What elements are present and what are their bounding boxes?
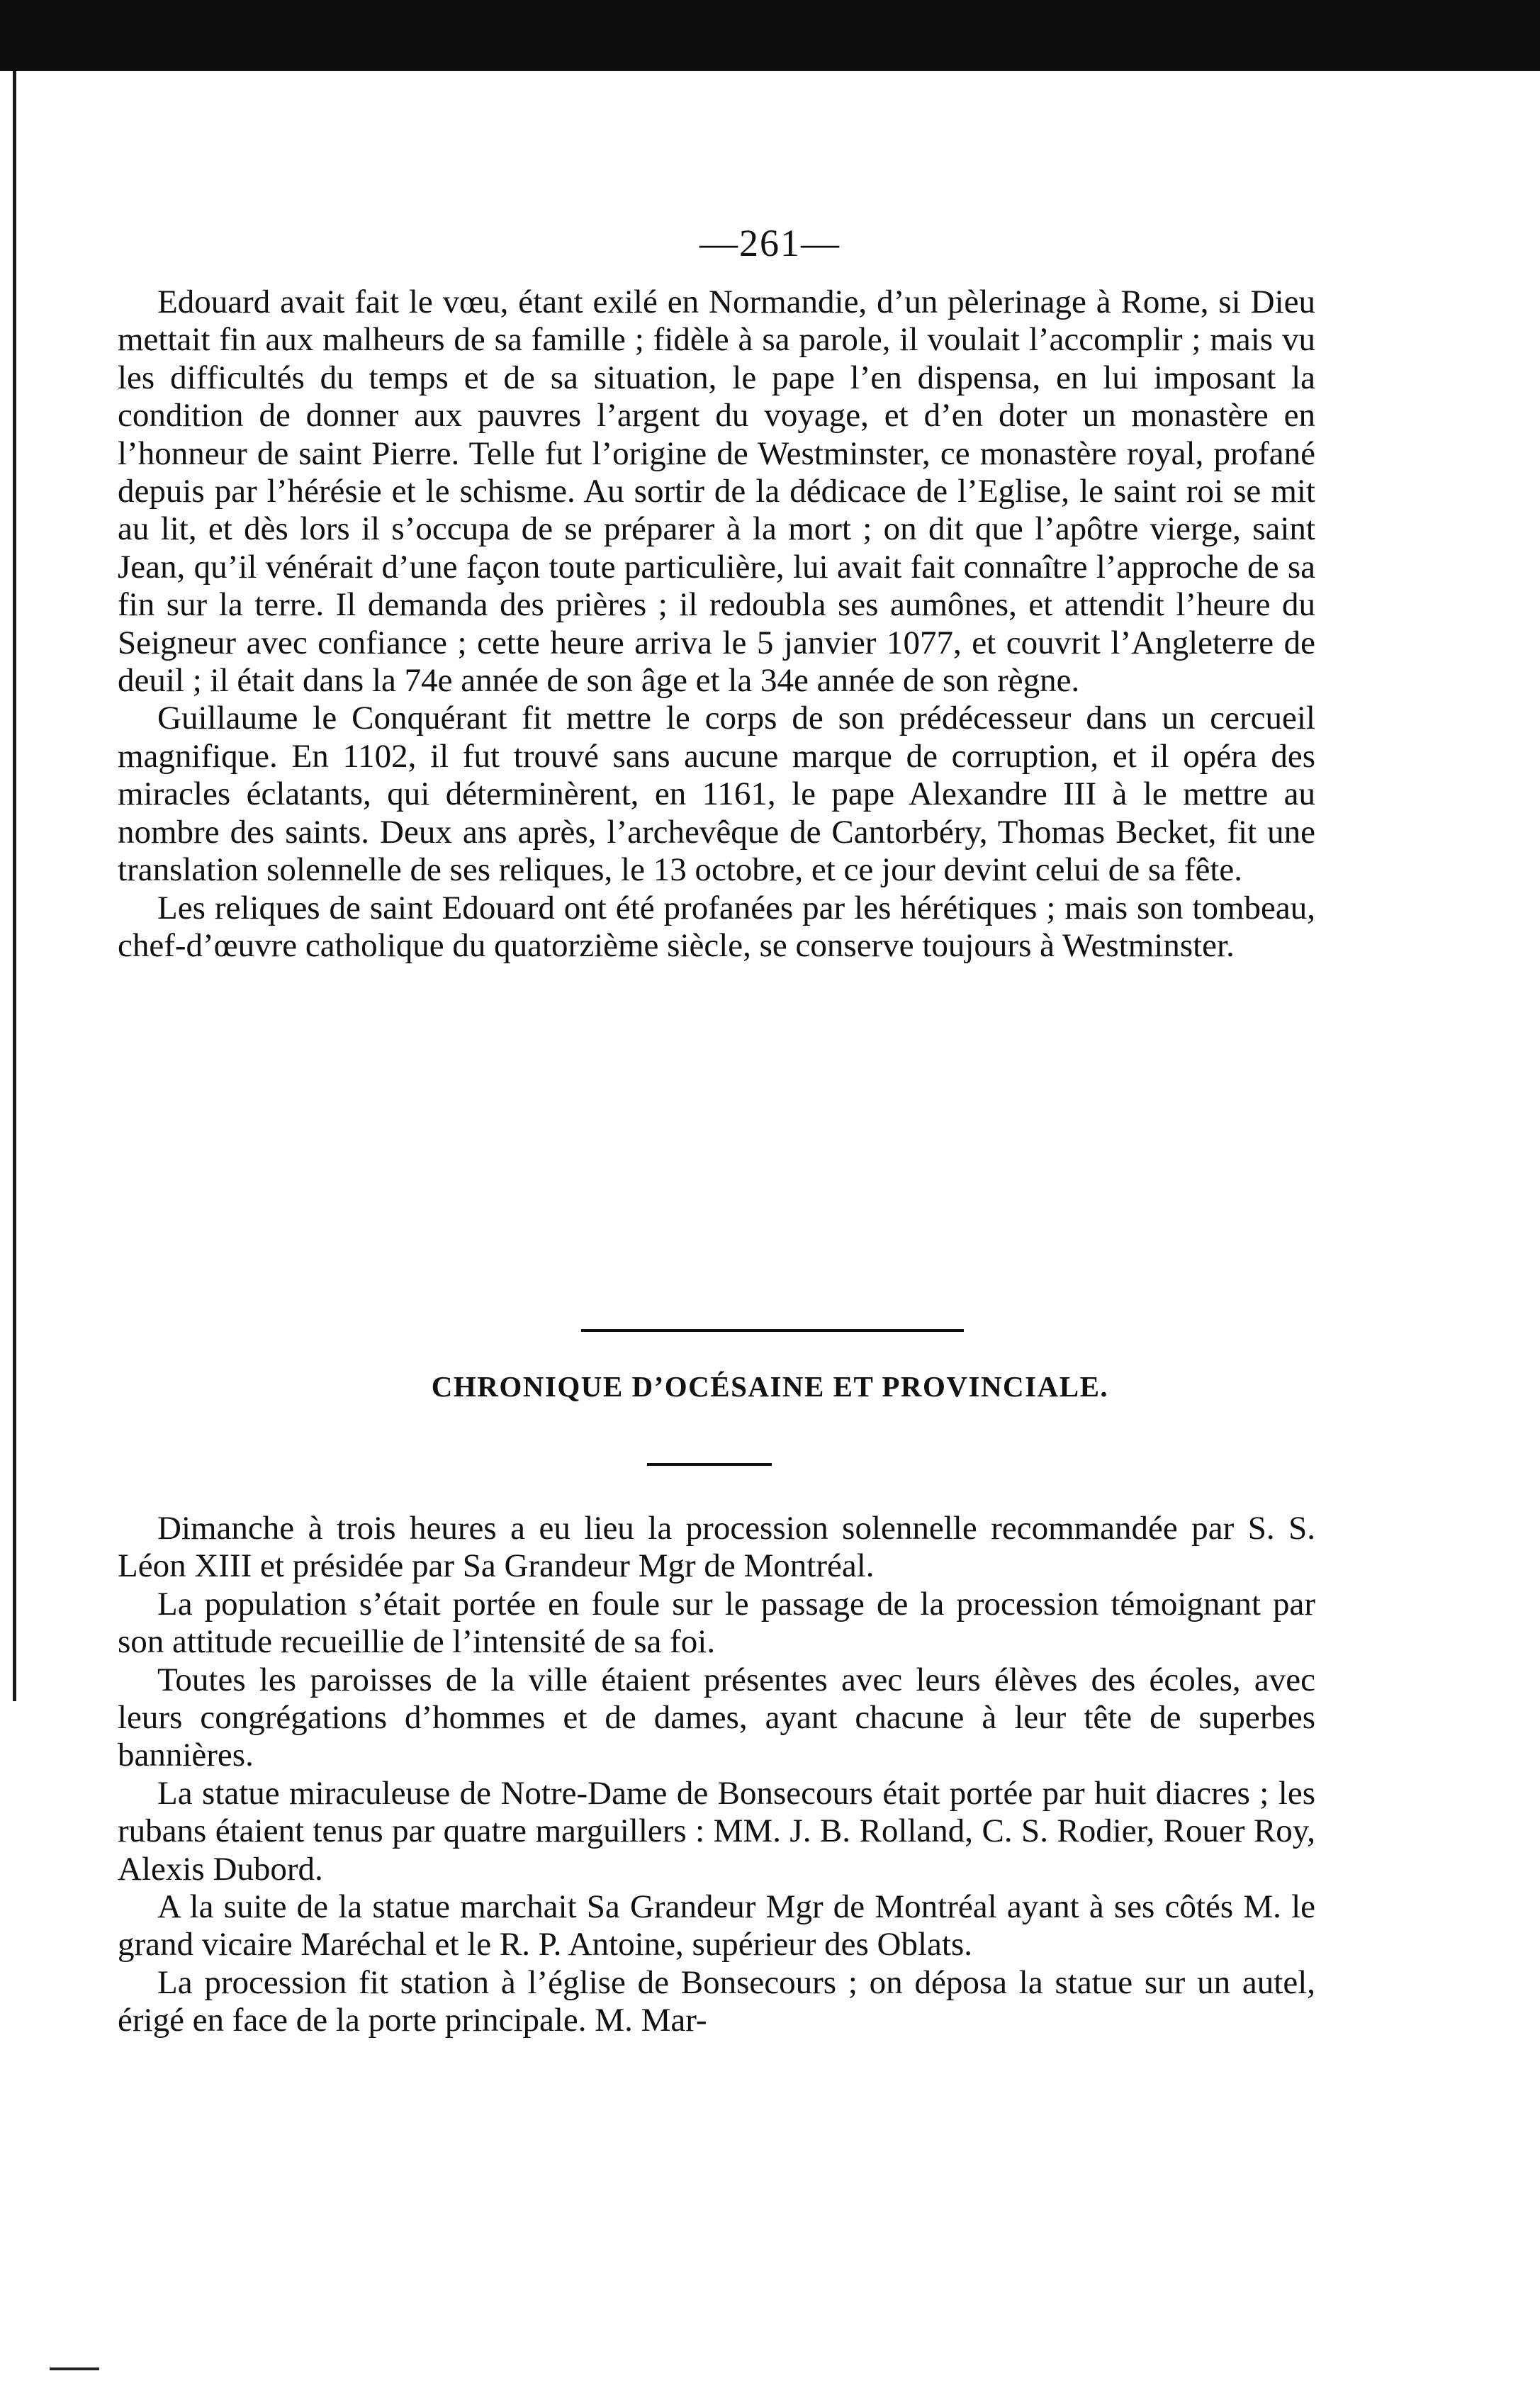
paragraph: Toutes les paroisses de la ville étaient présentes avec leurs élèves des écoles, avec leurs congrégations d’hommes et de dames, ayant chacune à leur tête de superbes bannières. [118,1661,1315,1774]
paragraph: Guillaume le Conquérant fit mettre le corps de son prédécesseur dans un cercueil magnifique. En 1102, il fut trouvé sans aucune marque de corruption, et il opéra des miracles éclatants, qui déterminèrent, en 1161, le pape Alexandre III à le mettre au nombre des saints. Deux ans après, l’archevêque de Cantorbéry, Thomas Becket, fit une translation solennelle de ses reliques, le 13 octobre, et ce jour devint celui de sa fête. [118,700,1315,889]
heading-underline [647,1463,772,1466]
scan-left-edge [13,71,16,1701]
paragraph: Dimanche à trois heures a eu lieu la procession solennelle recommandée par S. S. Léon XIII et présidée par Sa Grandeur Mgr de Montréal. [118,1510,1315,1585]
section-heading: CHRONIQUE D’OCÉSAINE ET PROVINCIALE. [431,1370,1109,1403]
paragraph: A la suite de la statue marchait Sa Grandeur Mgr de Montréal ayant à ses côtés M. le grand vicaire Maréchal et le R. P. Antoine, supérieur des Oblats. [118,1888,1315,1963]
paragraph: La procession fit station à l’église de Bonsecours ; on déposa la statue sur un autel, érigé en face de la porte principale. M. Mar- [118,1963,1315,2039]
scan-footer-mark [50,2367,99,2370]
chronique-article [118,1510,1315,2040]
paragraph: La statue miraculeuse de Notre-Dame de Bonsecours était portée par huit diacres ; les rubans étaient tenus par quatre marguillers : MM. J. B. Rolland, C. S. Rodier, Rouer Roy, Alexis Dubord. [118,1774,1315,1888]
scan-top-border [0,0,1540,71]
paragraph: Edouard avait fait le vœu, étant exilé en Normandie, d’un pèlerinage à Rome, si Dieu mettait fin aux malheurs de sa famille ; fidèle à sa parole, il voulait l’accomplir ; mais vu les difficultés du temps et de sa situation, le pape l’en dispensa, en lui imposant la condition de donner aux pauvres l’argent du voyage, et d’en doter un monastère en l’honneur de saint Pierre. Telle fut l’origine de Westminster, ce monastère royal, profané depuis par l’hérésie et le schisme. Au sortir de la dédicace de l’Eglise, le saint roi se mit au lit, et dès lors il s’occupa de se préparer à la mort ; on dit que l’apôtre vierge, saint Jean, qu’il vénérait d’une façon toute particulière, lui avait fait connaître l’approche de sa fin sur la terre. Il demanda des prières ; il redoubla ses aumônes, et attendit l’heure du Seigneur avec confiance ; cette heure arriva le 5 janvier 1077, et couvrit l’Angleterre de deuil ; il était dans la 74e année de son âge et la 34e année de son règne. [118,284,1315,700]
paragraph: Les reliques de saint Edouard ont été profanées par les hérétiques ; mais son tombeau, chef-d’œuvre catholique du quatorzième siècle, se conserve toujours à Westminster. [118,889,1315,964]
page-number: —261— [699,222,841,264]
article-saint-edouard [118,284,1315,965]
section-divider [581,1329,964,1332]
paragraph: La population s’était portée en foule sur le passage de la procession témoignant par son attitude recueillie de l’intensité de sa foi. [118,1585,1315,1661]
